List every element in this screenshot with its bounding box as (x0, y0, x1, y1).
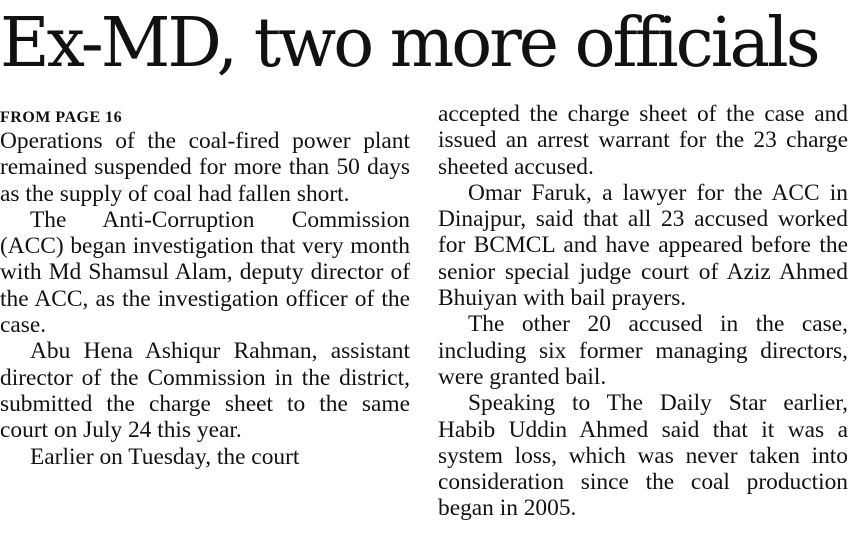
paragraph: Operations of the coal-fired power plant remained suspended for more than 50 days as the supply of coal had fallen short. (0, 128, 410, 207)
paragraph: accepted the charge sheet of the case and issued an arrest warrant for the 23 charge sheeted accused. (438, 104, 848, 180)
paragraph: Earlier on Tuesday, the court (30, 443, 300, 470)
jump-line: FROM PAGE 16 (0, 109, 123, 126)
paragraph: Speaking to The Daily Star earlier, Habib Uddin Ahmed said that it was a system loss, which was never taken into consideration since the coal production began in 2005. (438, 390, 848, 522)
paragraph: Omar Faruk, a lawyer for the ACC in Dinajpur, said that all 23 accused worked for BCMCL and have appeared before the senior special judge court of Aziz Ahmed Bhuiyan with bail prayers. (438, 179, 848, 312)
headline: Ex-MD, two more officials (0, 4, 818, 83)
paragraph: Abu Hena Ashiqur Rahman, assistant director of the Commission in the district, submitted the charge sheet to the same court on July 24 this year. (0, 338, 410, 444)
paragraph: The Anti-Corruption Commission (ACC) began investigation that very month with Md Shamsul Alam, deputy director of the ACC, as the investigation officer of the case. (0, 206, 410, 339)
article-column-right (438, 104, 848, 556)
article-column-left (0, 104, 410, 556)
paragraph: The other 20 accused in the case, including six former managing directors, were granted bail. (438, 311, 848, 390)
